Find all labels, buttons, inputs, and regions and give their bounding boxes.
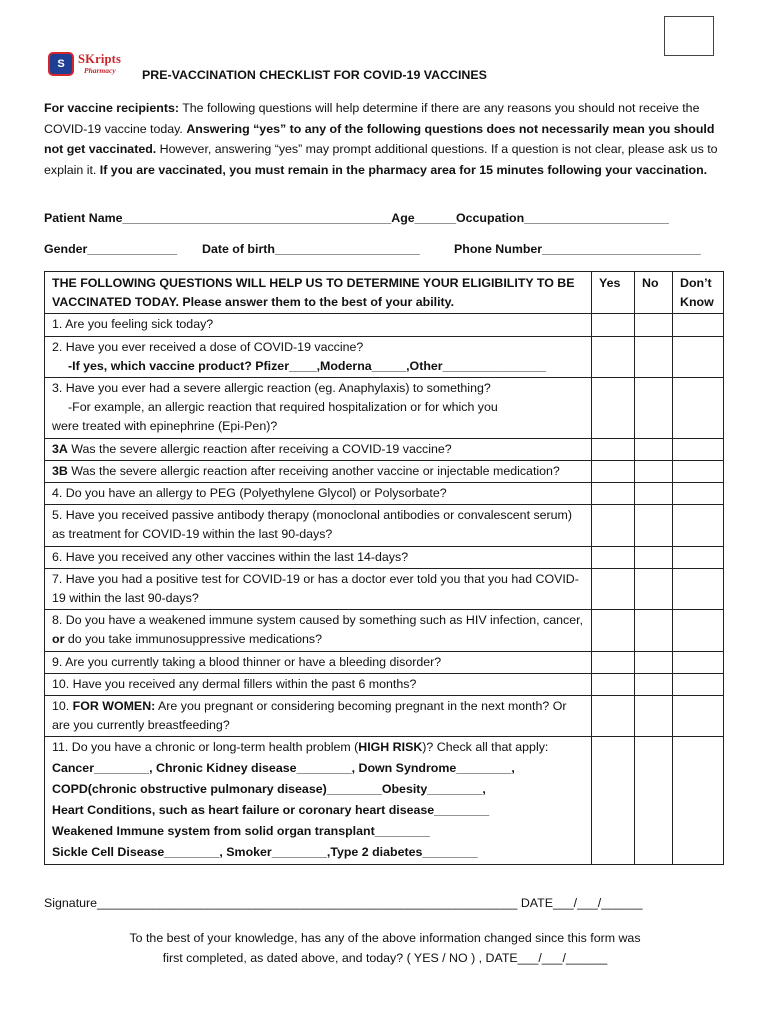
answer-yes-checkbox[interactable] [592, 546, 635, 568]
question-11 [45, 737, 592, 864]
date-of-birth-field[interactable]: Date of birth_____________________ [202, 242, 420, 256]
answer-dont-know-checkbox[interactable] [673, 378, 724, 439]
table-row [45, 505, 724, 546]
answer-yes-checkbox[interactable] [592, 696, 635, 737]
answer-dont-know-checkbox[interactable] [673, 610, 724, 651]
answer-dont-know-checkbox[interactable] [673, 505, 724, 546]
demographics-row [44, 242, 701, 256]
question-8-text-b: do you take immunosuppressive medications? [64, 632, 322, 647]
answer-dont-know-checkbox[interactable] [673, 696, 724, 737]
column-no: No [635, 272, 673, 314]
answer-dont-know-checkbox[interactable] [673, 568, 724, 609]
answer-yes-checkbox[interactable] [592, 438, 635, 460]
intro-bold-2: If you are vaccinated, you must remain in the pharmacy area for 15 minutes following your vaccination. [99, 162, 708, 177]
table-row [45, 483, 724, 505]
intro-text-1: The following questions will help determine if there are any reasons you should not receive the COVID-19 vaccine today. [44, 101, 700, 136]
table-row [45, 438, 724, 460]
answer-no-checkbox[interactable] [635, 673, 673, 695]
answer-no-checkbox[interactable] [635, 651, 673, 673]
question-10-num: 10. [52, 699, 73, 714]
column-dont-know: Don’t Know [673, 272, 724, 314]
gender-field[interactable]: Gender_____________ [44, 242, 177, 256]
answer-dont-know-checkbox[interactable] [673, 336, 724, 377]
logo-sub: Pharmacy [84, 66, 116, 75]
question-8-or: or [52, 632, 65, 647]
answer-yes-checkbox[interactable] [592, 336, 635, 377]
answer-no-checkbox[interactable] [635, 483, 673, 505]
footer-line-1: To the best of your knowledge, has any of the above information changed since this form was [129, 931, 641, 945]
answer-no-checkbox[interactable] [635, 314, 673, 336]
question-11-text-a: 11. Do you have a chronic or long-term health problem ( [52, 740, 359, 755]
answer-dont-know-checkbox[interactable] [673, 737, 724, 864]
question-5: 5. Have you received passive antibody therapy (monoclonal antibodies or convalescent serum) as treatment for COVID-19 within the last 90-days? [45, 505, 592, 546]
intro-text-2: However, answering “yes” may prompt additional questions. If a question is not clear, please ask us to explain it. [44, 142, 718, 177]
answer-no-checkbox[interactable] [635, 460, 673, 482]
condition-line[interactable]: Cancer________, Chronic Kidney disease________, Down Syndrome________, [52, 760, 515, 775]
question-8 [45, 610, 592, 651]
intro-bold-1: Answering “yes” to any of the following questions does not necessarily mean you should not get vaccinated. [44, 121, 715, 156]
answer-dont-know-checkbox[interactable] [673, 314, 724, 336]
question-6: 6. Have you received any other vaccines within the last 14-days? [45, 546, 592, 568]
question-3-sub: -For example, an allergic reaction that required hospitalization or for which you [68, 400, 498, 415]
question-2 [45, 336, 592, 377]
question-3-text: 3. Have you ever had a severe allergic reaction (eg. Anaphylaxis) to something? [52, 381, 491, 396]
table-row [45, 673, 724, 695]
answer-dont-know-checkbox[interactable] [673, 438, 724, 460]
answer-yes-checkbox[interactable] [592, 460, 635, 482]
answer-dont-know-checkbox[interactable] [673, 483, 724, 505]
answer-no-checkbox[interactable] [635, 505, 673, 546]
question-3-cont: were treated with epinephrine (Epi-Pen)? [52, 419, 278, 434]
table-row [45, 696, 724, 737]
table-header-row [45, 272, 724, 314]
question-10-fillers: 10. Have you received any dermal fillers within the past 6 months? [45, 673, 592, 695]
answer-no-checkbox[interactable] [635, 438, 673, 460]
table-row [45, 378, 724, 439]
table-row [45, 568, 724, 609]
logo-name: SKripts [78, 52, 122, 66]
answer-yes-checkbox[interactable] [592, 378, 635, 439]
question-10-women [45, 696, 592, 737]
answer-dont-know-checkbox[interactable] [673, 546, 724, 568]
question-10-text: Are you pregnant or considering becoming pregnant in the next month? Or are you currently breastfeeding? [52, 699, 567, 733]
answer-no-checkbox[interactable] [635, 610, 673, 651]
table-row [45, 460, 724, 482]
question-4: 4. Do you have an allergy to PEG (Polyethylene Glycol) or Polysorbate? [45, 483, 592, 505]
logo-mark-icon: S [48, 52, 74, 76]
answer-yes-checkbox[interactable] [592, 673, 635, 695]
question-2-sub[interactable]: -If yes, which vaccine product? Pfizer____,Moderna_____,Other_______________ [68, 358, 546, 373]
intro-paragraph [44, 98, 734, 180]
table-row [45, 610, 724, 651]
answer-no-checkbox[interactable] [635, 336, 673, 377]
footer-line-2[interactable]: first completed, as dated above, and today? ( YES / NO ) , DATE___/___/______ [162, 951, 608, 965]
question-3a-text: Was the severe allergic reaction after receiving a COVID-19 vaccine? [67, 441, 452, 456]
table-header-question: THE FOLLOWING QUESTIONS WILL HELP US TO DETERMINE YOUR ELIGIBILITY TO BE VACCINATED TODAY. Please answer them to the best of your ability. [45, 272, 592, 314]
question-11-text-b: )? Check all that apply: [422, 740, 549, 755]
question-7: 7. Have you had a positive test for COVID-19 or has a doctor ever told you that you had COVID-19 within the last 90-days? [45, 568, 592, 609]
answer-yes-checkbox[interactable] [592, 483, 635, 505]
answer-no-checkbox[interactable] [635, 696, 673, 737]
question-3b-label: 3B [52, 463, 68, 478]
phone-number-field[interactable]: Phone Number_______________________ [454, 242, 701, 256]
eligibility-checklist [44, 271, 724, 865]
question-11-text [52, 738, 584, 757]
answer-yes-checkbox[interactable] [592, 505, 635, 546]
question-3a-label: 3A [52, 441, 68, 456]
intro-lead: For vaccine recipients: [44, 101, 179, 115]
corner-box [664, 16, 714, 56]
question-2-text: 2. Have you ever received a dose of COVID-19 vaccine? [52, 339, 364, 354]
question-3a [45, 438, 592, 460]
table-row [45, 336, 724, 377]
patient-info-row[interactable]: Patient Name_______________________________________Age______Occupation_____________________ [44, 211, 669, 225]
condition-line[interactable]: Weakened Immune system from solid organ transplant________ [52, 823, 430, 838]
answer-no-checkbox[interactable] [635, 546, 673, 568]
question-10-bold: FOR WOMEN: [72, 699, 156, 714]
pharmacy-logo [48, 52, 143, 78]
answer-dont-know-checkbox[interactable] [673, 460, 724, 482]
answer-yes-checkbox[interactable] [592, 314, 635, 336]
table-row [45, 546, 724, 568]
answer-yes-checkbox[interactable] [592, 737, 635, 864]
answer-dont-know-checkbox[interactable] [673, 673, 724, 695]
answer-no-checkbox[interactable] [635, 568, 673, 609]
answer-dont-know-checkbox[interactable] [673, 651, 724, 673]
question-8-text-a: 8. Do you have a weakened immune system caused by something such as HIV infection, cancer, [52, 613, 584, 628]
page-title: PRE-VACCINATION CHECKLIST FOR COVID-19 VACCINES [142, 68, 487, 82]
answer-yes-checkbox[interactable] [592, 610, 635, 651]
table-row [45, 737, 724, 864]
answer-no-checkbox[interactable] [635, 378, 673, 439]
table-row [45, 314, 724, 336]
question-3 [45, 378, 592, 439]
question-11-bold: HIGH RISK [358, 740, 423, 755]
answer-yes-checkbox[interactable] [592, 568, 635, 609]
table-row [45, 651, 724, 673]
footer-note [60, 928, 710, 968]
question-3b [45, 460, 592, 482]
question-3b-text: Was the severe allergic reaction after receiving another vaccine or injectable medication? [67, 463, 560, 478]
condition-line[interactable]: Sickle Cell Disease________, Smoker________,Type 2 diabetes________ [52, 844, 478, 859]
condition-line[interactable]: Heart Conditions, such as heart failure or coronary heart disease________ [52, 802, 490, 817]
question-1: 1. Are you feeling sick today? [45, 314, 592, 336]
question-9: 9. Are you currently taking a blood thinner or have a bleeding disorder? [45, 651, 592, 673]
signature-line[interactable]: Signature_____________________________________________________________ DATE___/___/______ [44, 896, 643, 910]
answer-no-checkbox[interactable] [635, 737, 673, 864]
answer-yes-checkbox[interactable] [592, 651, 635, 673]
column-yes: Yes [592, 272, 635, 314]
condition-line[interactable]: COPD(chronic obstructive pulmonary disease)________Obesity________, [52, 781, 486, 796]
